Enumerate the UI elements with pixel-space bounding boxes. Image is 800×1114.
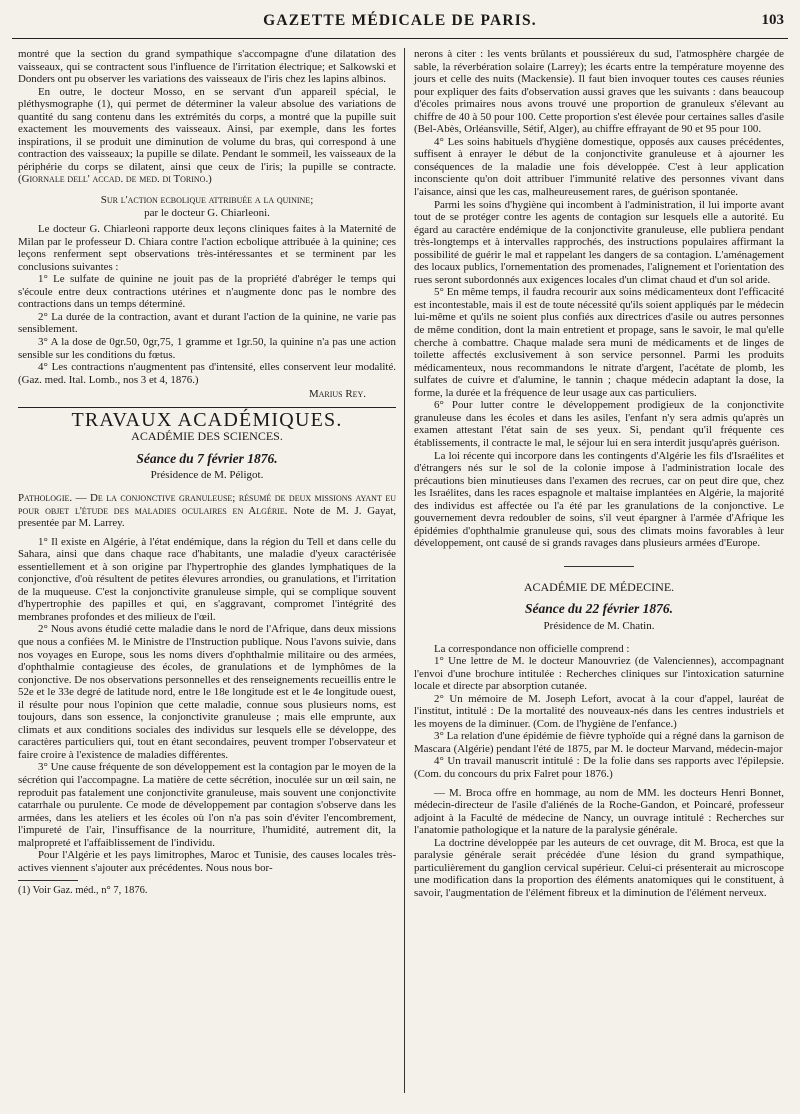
page-number: 103 xyxy=(761,12,784,28)
paragraph: 3° Une cause fréquente de son développement est la contagion par le moyen de la sécrétion qui l'accompagne. La matière de cette sécrétion, inoculée sur un œil sain, ne reproduit pas fatalement une conjonctivite granuleuse, mais souvent une conjonctivite catarrhale ou purulente. Ce mode de développement par contagion s'observe dans les armées, dans les ateliers et les écoles où l'on n'a pas soin d'éviter l'encombrement, l'impureté de l'air, l'insuffisance de la nourriture, l'humidité, autrement dit, la malpropreté et l'affaiblissement de l'individu. xyxy=(18,761,396,849)
column-divider xyxy=(404,48,405,1093)
paragraph: 3° A la dose de 0gr.50, 0gr,75, 1 gramme et 1gr.50, la quinine n'a pas une action sensible sur les conditions du fœtus. xyxy=(18,336,396,361)
footnote: (1) Voir Gaz. méd., n° 7, 1876. xyxy=(18,885,148,897)
paragraph: Parmi les soins d'hygiène qui incombent à l'administration, il lui importe avant tout de se protéger contre les agents de contagion sur lesquels elle a autorité. Eu égard au caractère endémique de la conjonctivite granuleuse, elle publiera pendant très-longtemps et à intervalles rapprochés, des instructions populaires affirmant la possibilité de guérir le mal et rappelant les dangers de sa contagion. L'aménagement des locaux publics, l'ornementation des promenades, l'alignement et l'orientation des rues seront subordonnés aux exigences locales d'un climat chaud et d'un sol aride. xyxy=(414,198,784,286)
page-header xyxy=(12,8,788,39)
journal-title: GAZETTE MÉDICALE DE PARIS. xyxy=(263,12,537,29)
source-citation: (Giornale dell' accad. de med. di Torino.) xyxy=(18,173,212,186)
divider xyxy=(564,566,634,567)
signature: Marius Rey. xyxy=(308,388,366,401)
academy-heading: ACADÉMIE DES SCIENCES. xyxy=(131,429,283,444)
paragraph: 2° Un mémoire de M. Joseph Lefort, avocat à la cour d'appel, lauréat de l'institut, intitulé : De la mortalité des nouveaux-nés dans les centres industriels et les moyens de la diminuer. (Com. de l'hygiène de l'enfance.) xyxy=(414,692,784,730)
paragraph: La doctrine développée par les auteurs de cet ouvrage, dit M. Broca, est que la paralysie générale serait précédée d'une lésion du grand sympathique, particulièrement du ganglion cervical supérieur. Celui-ci présenterait au microscope une modification dans la proportion des éléments anatomiques qui le constituent, à savoir, l'augmentation de l'élément fibreux et la diminution de l'élément nerveux. xyxy=(414,836,784,899)
paragraph: Pour l'Algérie et les pays limitrophes, Maroc et Tunisie, des causes locales très-actives viennent s'ajouter aux précédentes. Nous nous bor- xyxy=(18,849,396,874)
left-column xyxy=(18,48,396,898)
paragraph: 5° En même temps, il faudra recourir aux soins médicamenteux dont l'efficacité est incontestable, mais il est de toute nécessité qu'ils soient appliqués par le médecin lui-même et qu'ils ne soient plus confiés aux directrices d'asile ou autres personnes de même condition, dont la main entretient et propage, sans le savoir, le mal qu'elle cherche à combattre. Chaque malade sera muni de médicaments et de linges de toilette affectés exclusivement à son service personnel. Parmi les produits médicamenteux, nous recommandons le nitrate d'argent, l'acétate de plomb, les sulfates de cuivre et d'alumine, le tannin ; chaque médecin adaptant la dose, la forme, la durée et la fréquence de leur usage aux cas particuliers. xyxy=(414,286,784,399)
divider xyxy=(18,407,396,408)
footnote-rule xyxy=(18,880,78,881)
presidence: Présidence de M. Péligot. xyxy=(150,469,264,482)
article-subtitle: Sur l'action ecbolique attribuée a la quinine; par le docteur G. Chiarleoni. xyxy=(100,194,314,219)
article-heading: Pathologie. — De la conjonctive granuleuse; résumé de deux missions ayant eu pour objet l'étude des maladies oculaires en Algérie. Note de M. J. Gayat, presentée par M. Larrey. xyxy=(18,491,397,530)
paragraph: 4° Les soins habituels d'hygiène domestique, opposés aux causes précédentes, suffisent à enrayer le début de la conjonctivite granuleuse et à ajourner les conséquences de la maladie une fois développée. C'est à leur application inconsciente qu'on doit attribuer l'immunité relative des personnes vivant dans l'aisance, ainsi que les cas, malheureusement rares, de guérison spontanée. xyxy=(414,135,784,199)
presidence: Présidence de M. Chatin. xyxy=(543,619,655,632)
paragraph: La loi récente qui incorpore dans les contingents d'Algérie les fils d'Israélites et d'étrangers nés sur le sol de la colonie impose à l'administration locale des précautions bien minutieuses dans l'examen des recrues, car on peut dire que, chez les Israélites, dans les races espagnole et maltaise implantées en Algérie, la majorité des individus est affectée ou l'a été par les granulations de la conjonctive. Le gouvernement devra redoubler de soins, s'il veut épargner à l'armée d'Afrique les épidémies d'ophthalmie granuleuse qui, sous des climats moins favorables à leur développement, ont causé de si grands ravages dans plusieurs armées d'Europe. xyxy=(414,449,784,550)
paragraph: 1° Il existe en Algérie, à l'état endémique, dans la région du Tell et dans celle du Sahara, ainsi que dans chaque race d'habitants, une maladie d'yeux caractérisée essentiellement et à son origine par l'hypertrophie des glandes lymphatiques de la conjonctive, d'où résultent de petites élevures arrondies, ou granulations, et l'irritation de la muqueuse. C'est la conjonctivite granuleuse simple, qui se complique souvent d'hypertrophie des papilles et qui, en s'aggravant, compromet l'intégrité des membranes profondes et des milieux de l'œil. xyxy=(18,535,396,623)
paragraph: 2° Nous avons étudié cette maladie dans le nord de l'Afrique, dans deux missions que nous a confiées M. le Ministre de l'Instruction publique. Nous l'avons suivie, dans nos voyages en Europe, sous les noms divers d'ophthalmie militaire ou des armées, d'ophthalmie contagieuse des écoles, de granulations et de lymphômes de la conjonctive. De nos observations personnelles et des renseignements recueillis entre le 52e et le 33e degré de latitude nord, entre le 18e longitude est et le 4e longitude ouest, il résulte pour nous l'opinion que cette maladie, connue sous plusieurs noms, est toujours, dans son essence, la conjonctivite granuleuse ; mais elle emprunte, aux climats et aux conditions sociales des individus sur lesquels elle se développe, des caractères particuliers qui, tout en étant secondaires, peuvent tromper l'observateur et faire croire à l'existence de maladies différentes. xyxy=(18,623,396,761)
paragraph: nerons à citer : les vents brûlants et poussiéreux du sud, l'atmosphère chargée de sable, la réverbération solaire (Larrey); les écarts entre la température moyenne des jours et celle des nuits (Mackensie). Il faut bien invoquer toutes ces causes réunies pour expliquer des faits d'observation aussi graves que les suivants : dans beaucoup d'écoles primaires nous avons trouvé une proportion de granuleux s'élevant au chiffre de 40 à 50 pour 100. Cette proportion s'est élevée pour certaines salles d'asile (Bel-Abès, Orléansville, Sétif, Alger), au chiffre effrayant de 90 et 95 pour 100. xyxy=(414,48,784,136)
paragraph: 4° Un travail manuscrit intitulé : De la folie dans ses rapports avec l'épilepsie. (Com. du concours du prix Falret pour 1876.) xyxy=(414,755,784,780)
academy-heading: ACADÉMIE DE MÉDECINE. xyxy=(523,579,675,594)
paragraph: 6° Pour lutter contre le développement prodigieux de la conjonctivite granuleuse dans les écoles et dans les asiles, l'enfant n'y sera admis qu'après un examen attestant l'état sain de ses yeux. Si, pendant qu'il fréquente ces établissements, il contracte le mal, le séjour lui en sera interdit jusqu'après guérison. xyxy=(414,399,784,449)
paragraph: — M. Broca offre en hommage, au nom de MM. les docteurs Henri Bonnet, médecin-directeur de l'asile d'aliénés de la Roche-Gandon, et Poincaré, professeur adjoint à la Faculté de médecine de Nancy, un ouvrage intitulé : Recherches sur l'anatomie pathologique et la nature de la paralysie générale. xyxy=(414,786,784,837)
paragraph: La correspondance non officielle comprend : xyxy=(434,642,630,655)
seance-heading: Séance du 22 février 1876. xyxy=(524,601,674,617)
paragraph: En outre, le docteur Mosso, en se servant d'un appareil spécial, le pléthysmographe (1), qui permet de déterminer la valeur absolue des variations de quantité du sang contenu dans les extrémités du corps, a montré que la pupille suit exactement les mouvements des vaisseaux. Ainsi, par exemple, dans les fortes inspirations, il se produit une diminution de volume du bras, qui correspond à une contraction des vaisseaux; la pupille se dilate. Pendant le sommeil, les vaisseaux de la périphérie du corps se dilatent, ainsi que ceux de l'iris; la pupille se contracte. (Giornale dell' accad. de med. di Torino.) xyxy=(18,85,396,186)
paragraph: Le docteur G. Chiarleoni rapporte deux leçons cliniques faites à la Maternité de Milan par le professeur D. Chiara contre l'action ecbolique attribuée à la quinine; ces leçons renferment sept observations très-intéressantes et se terminent par les conclusions suivantes : xyxy=(18,223,396,273)
seance-heading: Séance du 7 février 1876. xyxy=(136,450,278,466)
paragraph: montré que la section du grand sympathique s'accompagne d'une dilatation des vaisseaux, qui se contractent sous l'influence de l'irritation électrique; et Salkowski et Donders ont pu observer les variations des vaisseaux de l'iris chez les lapins albinos. xyxy=(18,48,396,86)
paragraph: 1° Le sulfate de quinine ne jouit pas de la propriété d'abréger le temps qui s'écoule entre deux contractions utérines et n'augmente donc pas le nombre des contractions dans un temps déterminé. xyxy=(18,273,396,311)
paragraph: 3° La relation d'une épidémie de fièvre typhoïde qui a régné dans la garnison de Mascara (Algérie) pendant l'été de 1875, par M. le docteur Marvand, médecin-major xyxy=(414,730,784,755)
section-title: TRAVAUX ACADÉMIQUES. xyxy=(71,408,343,431)
paragraph: 2° La durée de la contraction, avant et durant l'action de la quinine, ne varie pas sensiblement. xyxy=(18,310,396,336)
paragraph: 1° Une lettre de M. le docteur Manouvriez (de Valenciennes), accompagnant l'envoi d'une brochure intitulée : Recherches cliniques sur l'intoxication saturnine locale et directe par absorption cutanée. xyxy=(414,655,784,693)
paragraph: 4° Les contractions n'augmentent pas d'intensité, elles conservent leur modalité. (Gaz. med. Ital. Lomb., nos 3 et 4, 1876.) xyxy=(18,361,396,386)
right-column xyxy=(414,48,784,899)
